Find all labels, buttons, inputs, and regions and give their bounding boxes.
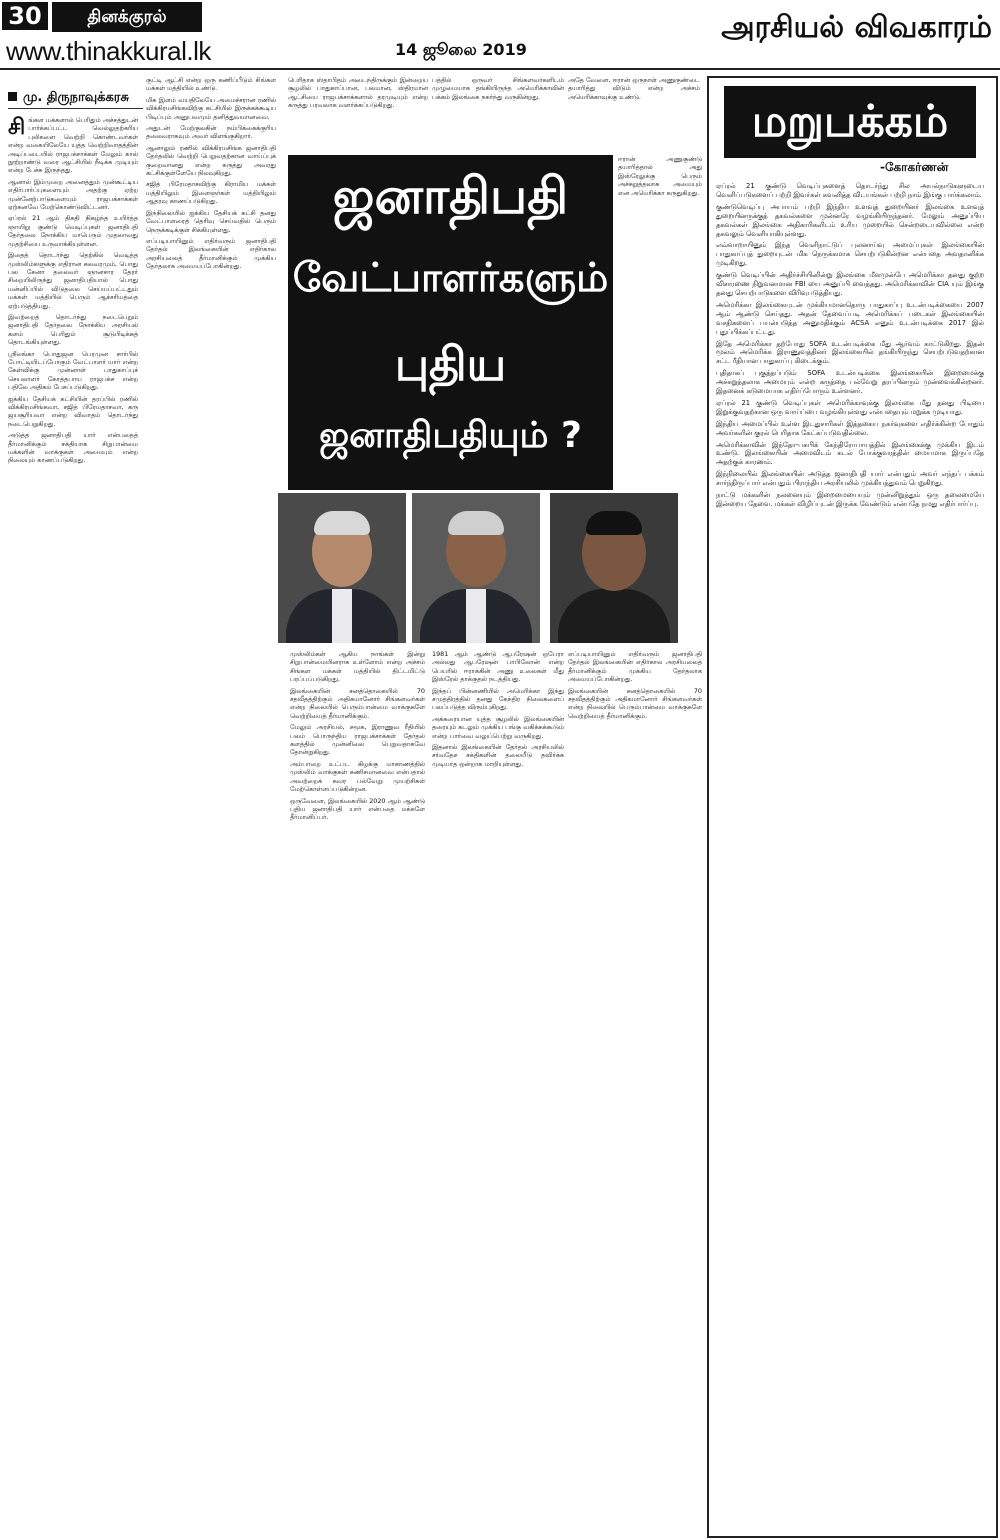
sidebar-author: -கோகர்ணன் (880, 160, 949, 174)
candidate-photo-2 (412, 493, 540, 643)
byline-author: மு. திருநாவுக்கரசு (23, 90, 129, 105)
article-paragraph: இதனால் இலங்கையின் தேர்தல் அரசியலில் சர்வதேச சக்திகளின் தலையீடு தவிர்க்க முடியாத ஒன்றாக மாறியுள்ளது. (432, 743, 564, 768)
sidebar-paragraph: இந்திய அமைப்பில் உள்ள இடதுசாரிகள் இத்தகைய நகர்வுகளை எதிர்க்கின்ற போதும் அவர்களின் குரல் பெரிதாக கேட்கப்படுவதில்லை. (716, 419, 984, 437)
article-paragraph: ஆனாலும் ரணில் விக்கிரமசிங்க ஜனாதிபதி தேர்தலில் வெற்றி பெறுவதற்கான வாய்ப்புக் குறைவானது என்ற கருத்து அவரது கட்சிக்குள்ளேயே நிலவுகிறது. (146, 143, 276, 178)
article-paragraph: இந்நிலையில் ஐக்கிய தேசியக் கட்சி தனது வேட்பாளரைத் தெரிவு செய்வதில் பெரும் நெருக்கடிக்குள் சிக்கியுள்ளது. (146, 208, 276, 234)
article-paragraph: இந்தப் பின்னணியில் அமெரிக்கா இந்து சமுத்திரத்தில் தனது கேந்திர நிலைகளைப் பலப்படுத்த விரும்புகிறது. (432, 686, 564, 712)
article-paragraph: இலங்கையின் சனத்தொகையில் 70 சதவீதத்திற்கும் அதிகமானோர் சிங்களவர்கள் என்ற நிலையில் பெரும்பான்மை வாக்குகளே வெற்றியைத் தீர்மானிக்கும். (290, 686, 425, 720)
sidebar-paragraph: இந்நிலையில் இலங்கையின் அடுத்த ஜனாதிபதி யார் என்பதும் அவர் எந்தப் பக்கம் சார்ந்திருப்பார் என்பதும் பிராந்திய அரசியலில் முக்கியத்துவம் பெறுகிறது. (716, 470, 984, 488)
article-paragraph: ஒருவேளை, இலங்கையில் 2020 ஆம் ஆண்டு புதிய ஜனாதிபதி யார் என்பதை மக்களே தீர்மானிப்பர். (290, 796, 425, 822)
article-paragraph: பெரிதாக ஸ்தாபிதம் அடைந்திருக்கும் இன்றைய சூழலில் பாதுகாப்பான, பலமான, ஸ்திரமான ஆட்சியை ராஜபக்சாக்களால் தரமுடியும் என்ற கருத்து பரவலாக வளர்க்கப்படுகிறது. (288, 76, 428, 110)
article-paragraph: ஆனால் இம்முறை அனைத்தும் முன்கூட்டிய எதிர்பார்ப்புகளையும் அதற்கு ஏற்ற முன்னேற்பாடுகளையும் ராஜபக்சாக்கள் ஏற்கனவே மேற்கொண்டுவிட்டனர். (8, 177, 138, 212)
article-paragraph (8, 116, 138, 175)
article-paragraph: ஈரான் அணுகுண்டு தயாரித்தால் அது இஸ்ரேலுக்கு பெரும் அச்சுறுத்தலாக அமையும் என அமெரிக்கா கருதுகிறது. (618, 155, 702, 197)
headline-line-4: ஜனாதிபதியும் ? (319, 415, 582, 456)
article-paragraph: ஏப்ரல் 21 ஆம் திகதி நிகழ்ந்த உயிர்த்த ஞாயிறு குண்டு வெடிப்புகள் ஜனாதிபதி தேர்தலை நோக்கிய மாபெரும் முதலாவது முதற்சியை உருவாக்கியுள்ளன. (8, 214, 138, 248)
page-number: 30 (2, 2, 48, 30)
article-paragraph: 1981 ஆம் ஆண்டு ஆபரேஷன் ஒபேரா அல்லது ஆபரேஷன் பாபிலோன் என்ற பெயரில் ஈராக்கின் அணு உலைகள் மீது இஸ்ரேல் தாக்குதல் நடத்தியது. (432, 650, 564, 684)
article-paragraph: ஸ்ரீலங்கா பொதுஜன பெரமுன சார்பில் போட்டியிடப்போகும் வேட்பாளர் யார் என்ற கேள்விக்கு முன்னாள் பாதுகாப்புச் செயலாளர் கோத்தபாய ராஜபக்ச என்ற பதிலே அதிகம் பேசப்படுகிறது. (8, 349, 138, 392)
sidebar-paragraph: குண்டு வெடிப்பின் அதிர்ச்சியினின்று இலங்கை மீளமுன்பே அமெரிக்கா தனது குற்ற விசாரணை நிறுவனமான FBI யை அனுப்பி வைத்தது. அமெரிக்காவின் CIA யும் இங்கு தனது செயற்பாடுகளை விரிவுபடுத்தியது. (716, 271, 984, 297)
article-column-5-side (618, 155, 702, 490)
sidebar-title: மறுபக்கம் (724, 86, 976, 158)
sidebar-paragraph: இதே அமெரிக்கா தற்போது SOFA உடன்படிக்கை மீது ஆர்வம் காட்டுகிறது. இதன் மூலம் அமெரிக்க இராணுவத்தினர் இலங்கையில் தங்கியிருந்து செயற்படுவதற்கான சட்ட ரீதியான பாதுகாப்பு கிடைக்கும். (716, 339, 984, 366)
sidebar-paragraph: எவ்வாறாயினும் இந்த வெளிநாட்டுப் புலனாய்வு அமைப்புகள் இலங்கையின் பாதுகாப்புத் துறையுடன் மிக நெருக்கமாக செயற்படுகின்றன என்பதை அவதானிக்க முடிகிறது. (716, 241, 984, 268)
article-column-3 (288, 76, 428, 150)
sidebar-paragraph: அமெரிக்காவின் இந்தோ-பசுபிக் கேந்திரோபாயத்தில் இலங்கைக்கு முக்கிய இடம் உண்டு. இலங்கையின் அமைவிடம் கடல் போக்குவரத்தின் மையமாக இருப்பதே அதற்குக் காரணம். (716, 440, 984, 467)
article-paragraph: இவற்றைத் தொடர்ந்து நடைபெறும் ஜனாதிபதி தேர்தலை நோக்கிய அரசியல் களம் பெரிதும் சூடுபிடிக்கத் தொடங்கியுள்ளது. (8, 312, 138, 347)
sidebar-paragraph: நாட்டு மக்களின் நலனையும் இறைமையையும் முன்னிறுத்தும் ஒரு தலைமையே இன்றைய தேவை. மக்கள் விழிப்புடன் இருக்க வேண்டும் என்பதே நமது எதிர்பார்ப்பு. (716, 491, 984, 508)
sidebar-paragraph: ஏப்ரல் 21 குண்டு வெடிப்புகள் அமெரிக்காவுக்கு இலங்கை மீது தனது பிடியை இறுக்குவதற்கான ஒரு வாய்ப்பை வழங்கியுள்ளது என்பதையும் மறுக்க முடியாது. (716, 398, 984, 416)
photo-figure (332, 589, 352, 643)
divider (8, 108, 143, 109)
article-paragraph: எப்படியாயினும் எதிர்வரும் ஜனாதிபதி தேர்தல் இலங்கையின் எதிர்கால அரசியலைத் தீர்மானிக்கும் முக்கிய தேர்தலாக அமையப்போகின்றது. (146, 236, 276, 271)
article-column-5 (568, 76, 700, 150)
photo-figure (466, 589, 486, 643)
masthead (0, 0, 1000, 70)
headline-line-2: வேட்பாளர்களும் (292, 255, 609, 301)
article-paragraph: ஐக்கிய தேசியக் கட்சியின் தரப்பில் ரணில் விக்கிரமசிங்கவா, சஜித் பிரேமதாசவா, கரு ஜயசூரியவா என்ற விவாதம் தொடர்ந்து நடைபெறுகிறது. (8, 394, 138, 428)
article-paragraph: குட்டி ஆட்சி என்ற ஒரு கணிப்பீடும் சிங்கள மக்கள் மத்தியில் உண்டு. (146, 76, 276, 93)
sidebar-paragraph: புதிதாகப் புகுத்தப்படும் SOFA உடன்படிக்கை இலங்கையின் இறைமைக்கு அச்சுறுத்தலாக அமையும் என்ற கருத்தை பல்வேறு தரப்பினரும் முன்வைக்கின்றனர். இதனைக் கடுமையாக எதிர்ப்போரும் உள்ளனர். (716, 369, 984, 396)
section-title: அரசியல் விவகாரம் (721, 10, 992, 45)
article-paragraph: அக்கரையான யுத்த சூழலில் இலங்கையின் தரையும் கடலும் முக்கிய பங்கு வகிக்கக்கூடும் என்ற பார்வை வலுப்பெற்று வருகிறது. (432, 714, 564, 740)
sidebar-body (716, 182, 984, 1527)
issue-date: 14 ஜூலை 2019 (395, 40, 527, 59)
article-paragraph: அடுத்த ஜனாதிபதி யார் என்பதைத் தீர்மானிக்கும் சக்தியாக சிறுபான்மை மக்களின் வாக்குகள் அமையும் என்ற நிலையும் காணப்படுகிறது. (8, 431, 138, 465)
article-paragraph: இலங்கையின் சனத்தொகையில் 70 சதவீதத்திற்கும் அதிகமானோர் சிங்களவர்கள் என்ற நிலையில் பெரும்பான்மை வாக்குகளே வெற்றியைத் தீர்மானிக்கும். (568, 686, 702, 720)
article-paragraph: இதைத் தொடர்ந்து தெற்கில் வெடித்த முஸ்லிம்களுக்கு எதிரான கலவரமும், பொது பல சேனா தலைவர் ஞானசார தேரர் சிறையிலிருந்து ஜனாதிபதியால் பொது மன்னிப்பில் விடுதலை செய்யப்பட்டதும் மக்கள் மத்தியில் பெரும் ஆச்சரியத்தை ஏற்படுத்தியது. (8, 251, 138, 310)
article-paragraph: அதே வேளை, ஈரான் ஒருநாள் அணுகுண்டை தயாரித்து விடும் என்ற அச்சம் அமெரிக்காவுக்கு உண்டு. (568, 76, 700, 101)
article-column-5-lower (568, 650, 702, 1534)
photo-figure (314, 511, 370, 535)
website-url[interactable]: www.thinakkural.lk (6, 36, 211, 66)
article-paragraph: சஜித் பிரேமதாசவிற்கு கிராமிய மக்கள் மத்தியிலும் இளைஞர்கள் மத்தியிலும் ஆதரவு காணப்படுகிறது. (146, 180, 276, 206)
headline-line-1: ஜனாதிபதி (332, 167, 569, 225)
newspaper-logo: தினக்குரல் (52, 2, 202, 32)
byline (8, 90, 129, 106)
photo-figure (586, 511, 642, 535)
headline-box (288, 155, 613, 490)
bullet-square-icon (8, 92, 17, 101)
article-column-1 (8, 116, 138, 1536)
photo-figure (448, 511, 504, 535)
paragraph-text: ங்கள மக்களால் பெரிதும் அச்சத்துடன் பார்க்கப்பட்ட வெல்லுதற்கரிய புலிகளை வெற்றி கொண்டவர்கள் என்ற வகையிலேயே யுத்த வெற்றிவாதத்தின் அடிப்படையில் ராஜபக்சாக்கள் மேலும் கால் நூற்றாண்டு வரை ஆட்சியில் நீடிக்க முடியும் என்ற பேச்சு இருந்தது. (8, 116, 138, 175)
article-paragraph: எப்படியாயினும் எதிர்வரும் ஜனாதிபதி தேர்தல் இலங்கையின் எதிர்கால அரசியலைத் தீர்மானிக்கும் முக்கிய தேர்தலாக அமையப்போகின்றது. (568, 650, 702, 684)
article-column-2 (146, 76, 276, 1536)
sidebar-paragraph: குண்டுவெடிப்பு அபாயம் பற்றி இந்திய உளவுத் துறையினர் இலங்கை உளவுத் துறையினருக்குத் தகவல்களை முன்னரே வழங்கியிருந்தனர். மேலும் அனுப்பிய தகவல்கள் இலங்கை அதிகாரிகளிடம் உரிய முறையில் சென்றடையவில்லை என்ற தகவலும் வெளியாகியுள்ளது. (716, 202, 984, 238)
photo-figure (558, 589, 670, 643)
headline-line-3: புதிய (394, 337, 507, 391)
article-paragraph: மிக இளம் வயதிலேயே அமைச்சரான ரணில் விக்கிரமசிங்கவிற்கு கட்சியில் இருக்கக்கூடிய பிடிப்பும் அனுபவமும் தனித்துவமானவை. (146, 95, 276, 121)
article-column-3-lower (290, 650, 425, 1534)
article-column-4-lower (432, 650, 564, 1534)
candidate-photo-1 (278, 493, 406, 643)
article-paragraph: அதுடன் மேற்குலகின் நம்பிக்கைக்குரிய தலைவராகவும் அவர் விளங்குகிறார். (146, 124, 276, 141)
candidate-photo-3 (550, 493, 678, 643)
article-column-4 (432, 76, 564, 150)
sidebar-paragraph: ஏப்ரல் 21 குண்டு வெடிப்புகளைத் தொடர்ந்து சில அயல்நாடுகளுடைய வெளிப்படுகளைப் பற்றி இவர்கள் கவனித்த விடயங்கள் பற்றி நாம் இங்கு பார்க்கலாம். (716, 182, 984, 199)
article-paragraph: அம்பாறை உட்பட கிழக்கு மாகாணத்தில் முஸ்லிம் வாக்குகள் கணிசமானவை என்பதால் அவற்றைக் கவர பல்வேறு முயற்சிகள் மேற்கொள்ளப்படுகின்றன. (290, 759, 425, 794)
article-paragraph: மேலும் அரசியல், சமூக, இராணுவ ரீதியில் பலம் பொருந்திய ராஜபக்சாக்கள் தேர்தல் களத்தில் முன்னிலை பெறுவதாகவே தோன்றுகிறது. (290, 723, 425, 757)
article-paragraph: பத்தில் ஒருவர் சிங்களவர்களிடம் முழுமையாக தங்கியிருந்த அமெரிக்காவின் பக்கம் இலங்கை நகர்ந்து வருகின்றது. (432, 76, 564, 101)
drop-cap: சி (8, 116, 26, 140)
sidebar-paragraph: அமெரிக்கா இலங்கையுடன் முக்கியமானதொரு பாதுகாப்பு உடன்படிக்கையை 2007 ஆம் ஆண்டு செய்தது. அதன் தேவைப்படி அமெரிக்கப் படைகள் இலங்கையின் வசதிகளைப் பயன்படுத்த அனுமதிக்கும் ACSA எனும் உடன்படிக்கை 2017 இல் புதுப்பிக்கப்பட்டது. (716, 300, 984, 336)
article-paragraph: முஸ்லிம்கள் ஆகிய நாங்கள் இன்று சிறுபான்மையினராக உள்ளோம் என்ற அச்சம் சிங்கள மக்கள் மத்தியில் திட்டமிட்டு பரப்பப்படுகிறது. (290, 650, 425, 684)
